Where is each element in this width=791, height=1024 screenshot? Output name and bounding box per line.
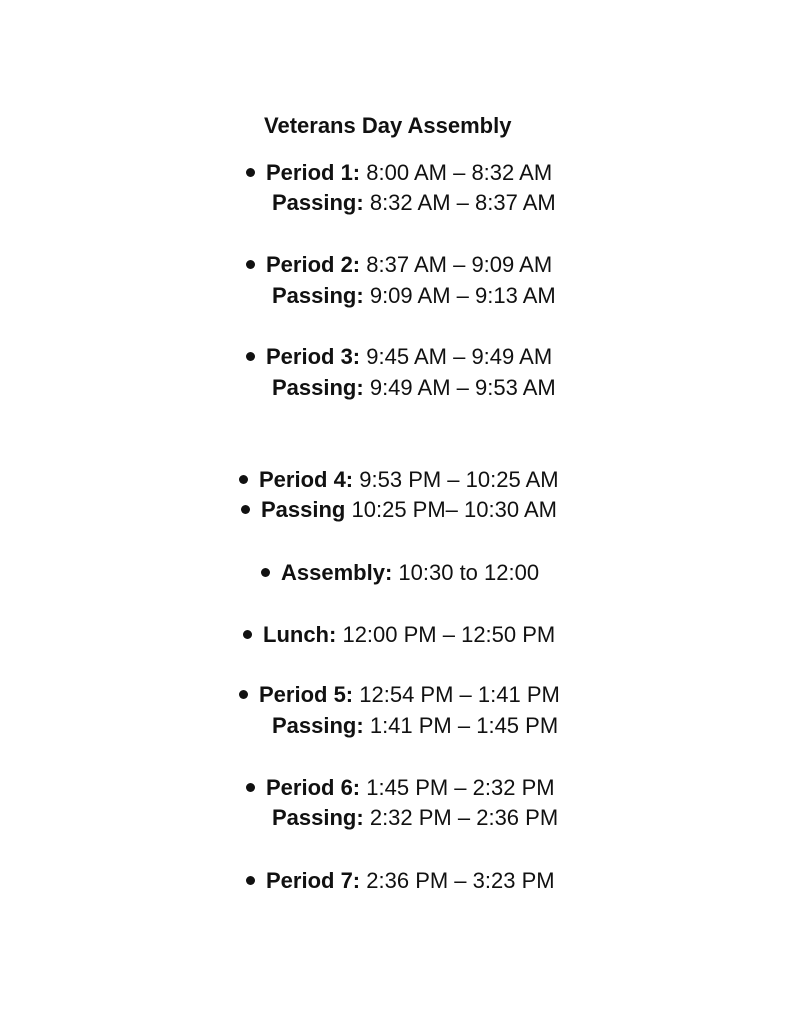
bullet-icon <box>261 568 270 577</box>
bullet-icon <box>246 876 255 885</box>
schedule-item-period-2 <box>246 252 552 278</box>
schedule-time: 12:54 PM – 1:41 PM <box>359 682 560 707</box>
schedule-label: Period 3: <box>266 344 361 369</box>
bullet-icon <box>246 260 255 269</box>
bullet-icon <box>246 168 255 177</box>
schedule-time: 9:45 AM – 9:49 AM <box>366 344 553 369</box>
schedule-item-period-6 <box>246 775 555 801</box>
schedule-item-passing-1 <box>272 190 556 216</box>
schedule-item-period-7 <box>246 868 555 894</box>
schedule-label: Period 1: <box>266 160 361 185</box>
schedule-item-period-4 <box>239 467 559 493</box>
page-title: Veterans Day Assembly <box>264 113 512 138</box>
schedule-time: 9:09 AM – 9:13 AM <box>369 283 556 308</box>
schedule-label: Assembly: <box>281 560 393 585</box>
schedule-item-passing-6 <box>272 805 558 831</box>
bullet-icon <box>246 783 255 792</box>
schedule-label: Passing: <box>272 283 364 308</box>
schedule-item-assembly <box>261 560 539 586</box>
schedule-label: Period 5: <box>259 682 354 707</box>
bullet-icon <box>246 352 255 361</box>
schedule-label: Passing: <box>272 190 364 215</box>
schedule-item-passing-3 <box>272 375 556 401</box>
schedule-time: 9:49 AM – 9:53 AM <box>369 375 556 400</box>
schedule-item-lunch <box>243 622 555 648</box>
schedule-label: Period 7: <box>266 868 361 893</box>
schedule-item-period-1 <box>246 160 552 186</box>
schedule-time: 10:30 to 12:00 <box>398 560 540 585</box>
schedule-time: 1:41 PM – 1:45 PM <box>369 713 559 738</box>
bullet-icon <box>239 475 248 484</box>
bullet-icon <box>241 505 250 514</box>
schedule-item-passing-2 <box>272 283 556 309</box>
bullet-icon <box>243 630 252 639</box>
schedule-label: Passing: <box>272 805 364 830</box>
schedule-label: Passing: <box>272 375 364 400</box>
schedule-time: 8:32 AM – 8:37 AM <box>369 190 556 215</box>
schedule-label: Passing: <box>272 713 364 738</box>
schedule-label: Period 4: <box>259 467 354 492</box>
schedule-label: Period 6: <box>266 775 361 800</box>
schedule-time: 9:53 PM – 10:25 AM <box>359 467 559 492</box>
schedule-item-period-5 <box>239 682 560 708</box>
schedule-item-period-3 <box>246 344 552 370</box>
schedule-time: 2:32 PM – 2:36 PM <box>369 805 559 830</box>
schedule-label: Passing <box>261 497 346 522</box>
schedule-item-passing-5 <box>272 713 558 739</box>
schedule-time: 2:36 PM – 3:23 PM <box>366 868 555 893</box>
schedule-time: 12:00 PM – 12:50 PM <box>342 622 556 647</box>
schedule-label: Period 2: <box>266 252 361 277</box>
schedule-time: 8:37 AM – 9:09 AM <box>366 252 553 277</box>
schedule-label: Lunch: <box>263 622 337 647</box>
bullet-icon <box>239 690 248 699</box>
schedule-time: 10:25 PM– 10:30 AM <box>351 497 557 522</box>
schedule-time: 1:45 PM – 2:32 PM <box>366 775 555 800</box>
schedule-item-passing-4 <box>241 497 557 523</box>
schedule-time: 8:00 AM – 8:32 AM <box>366 160 553 185</box>
